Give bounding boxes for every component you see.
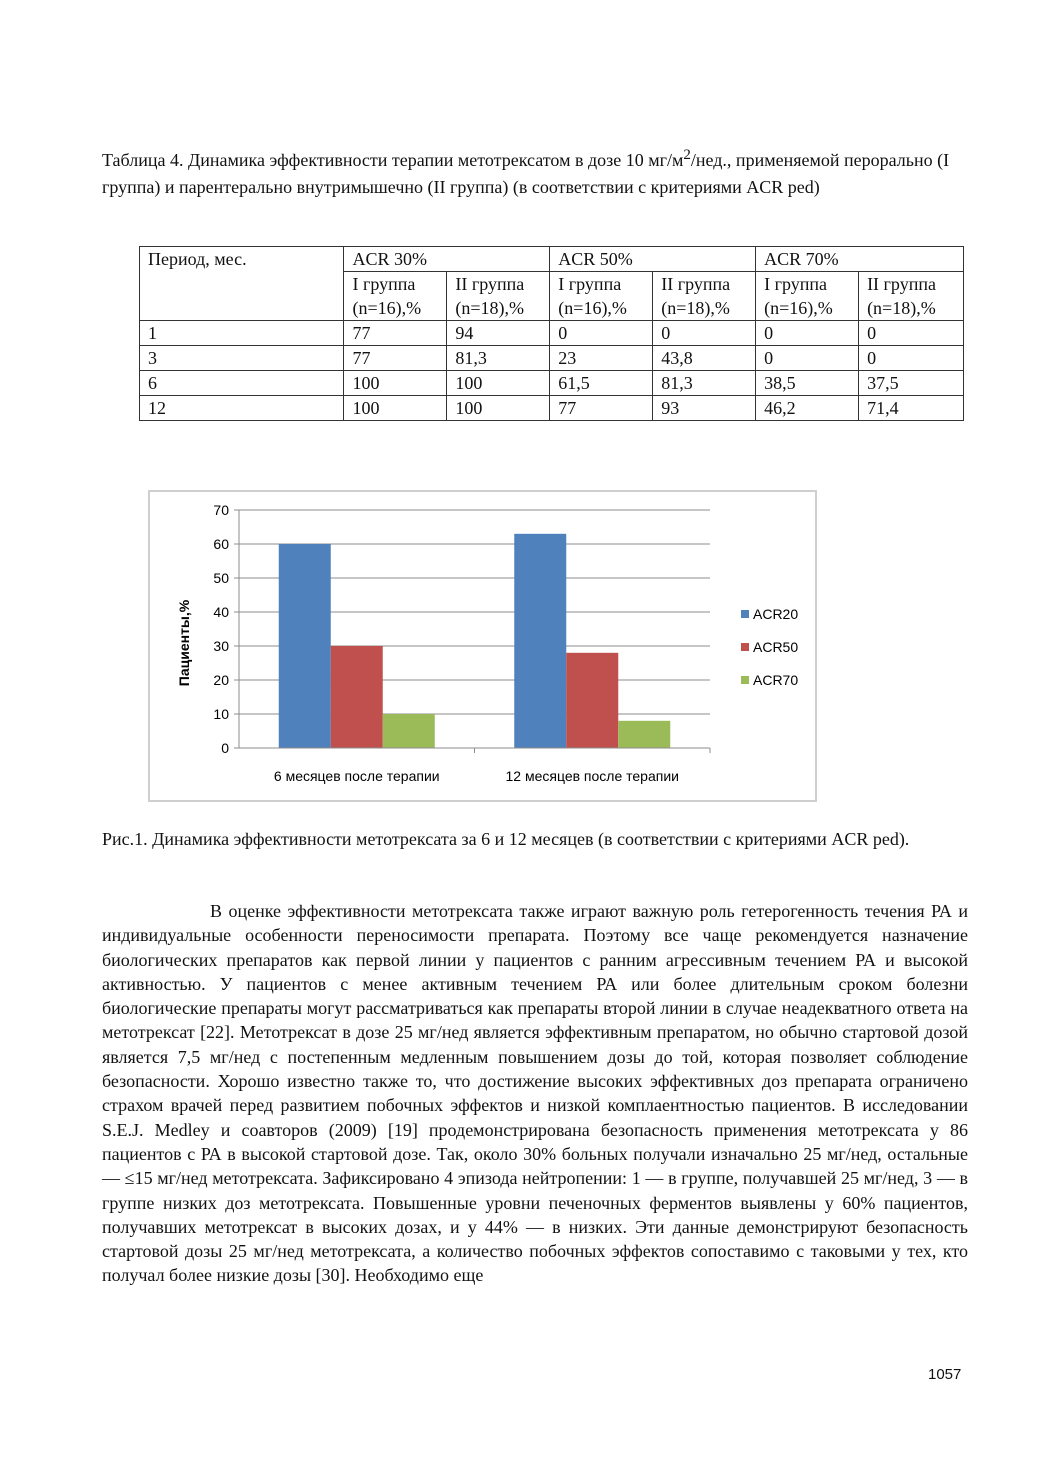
subheader-cell: II группа (n=18),% [859, 272, 964, 321]
table-cell: 93 [653, 396, 756, 421]
x-category-label: 12 месяцев после терапии [505, 768, 679, 784]
table-row [140, 346, 964, 371]
table-cell: 77 [344, 346, 447, 371]
y-tick-label: 70 [213, 502, 229, 518]
table-caption [102, 142, 972, 201]
subheader-cell: I группа (n=16),% [344, 272, 447, 321]
table-caption-text: Таблица 4. Динамика эффективности терапии метотрексатом в дозе 10 мг/м [102, 150, 684, 170]
table-cell: 100 [447, 371, 550, 396]
table-cell: 81,3 [447, 346, 550, 371]
bar-acr50 [331, 646, 383, 748]
y-tick-label: 40 [213, 604, 229, 620]
table-cell: 0 [653, 321, 756, 346]
bar-acr20 [514, 534, 566, 748]
legend-swatch [741, 643, 749, 651]
legend-label: ACR20 [753, 606, 799, 622]
table-caption-superscript: 2 [683, 147, 691, 163]
table-cell: 0 [756, 321, 859, 346]
bar-chart-svg [150, 492, 815, 800]
y-tick-label: 20 [213, 672, 229, 688]
table-cell: 100 [344, 396, 447, 421]
table-cell: 46,2 [756, 396, 859, 421]
period-header: Период, мес. [140, 247, 344, 321]
body-paragraph-text: В оценке эффективности метотрексата также играют важную роль гетерогенность течения РА и индивидуальные особенности переносимости препарата. Поэтому все чаще рекомендуется назначение биологических препаратов как первой линии у пациентов с ранним агрессивным течением РА и высокой активностью. У пациентов с менее активным течением РА или более длительным сроком болезни биологические препараты могут рассматриваться как препараты второй линии в случае неадекватного ответа на метотрексат [22]. Метотрексат в дозе 25 мг/нед является эффективным препаратом, но обычно стартовой дозой является 7,5 мг/нед с постепенным медленным повышением дозы до той, которая позволяет соблюдение безопасности. Хорошо известно также то, что достижение высоких эффективных доз препарата ограничено страхом врачей перед развитием побочных эффектов и низкой комплаентностью пациентов. В исследовании S.E.J. Medley и соавторов (2009) [19] продемонстрирована безопасность применения метотрексата у 86 пациентов с РА в высокой стартовой дозе. Так, около 30% больных получали изначально 25 мг/нед, остальные — ≤15 мг/нед метотрексата. Зафиксировано 4 эпизода нейтропении: 1 — в группе, получавшей 25 мг/нед, 3 — в группе низких доз метотрексата. Повышенные уровни печеночных ферментов выявлены у 60% пациентов, получавших метотрексат в высоких дозах, и у 44% — в низких. Эти данные демонстрируют безопасность стартовой дозы 25 мг/нед метотрексата, а количество побочных эффектов сопоставимо с таковыми у тех, кто получал более низкие дозы [30]. Необходимо еще [102, 901, 968, 1286]
table-cell: 6 [140, 371, 344, 396]
table-cell: 0 [550, 321, 653, 346]
table-cell: 43,8 [653, 346, 756, 371]
table-row [140, 396, 964, 421]
table-cell: 77 [550, 396, 653, 421]
chart-bars [279, 534, 671, 748]
table-header-row [140, 247, 964, 272]
table-cell: 23 [550, 346, 653, 371]
table-cell: 100 [344, 371, 447, 396]
table-cell: 100 [447, 396, 550, 421]
page-number: 1057 [928, 1366, 962, 1383]
table-cell: 38,5 [756, 371, 859, 396]
y-tick-label: 10 [213, 706, 229, 722]
bar-acr70 [618, 721, 670, 748]
table-caption-text-end: /нед., применяемой перорально (I группа) и парентерально внутримышечно (II группа) (в соответствии с критериями ACR ped) [102, 150, 950, 197]
table-cell: 77 [344, 321, 447, 346]
table-cell: 3 [140, 346, 344, 371]
legend-swatch [741, 610, 749, 618]
bar-acr70 [383, 714, 435, 748]
legend-label: ACR50 [753, 639, 799, 655]
figure-caption: Рис.1. Динамика эффективности метотрексата за 6 и 12 месяцев (в соответствии с критериями ACR ped). [102, 829, 910, 849]
table-cell: 0 [859, 321, 964, 346]
table-row [140, 321, 964, 346]
efficacy-table [139, 246, 964, 421]
legend-label: ACR70 [753, 672, 799, 688]
subheader-cell: II группа (n=18),% [653, 272, 756, 321]
table-cell: 81,3 [653, 371, 756, 396]
table-cell: 94 [447, 321, 550, 346]
y-tick-label: 30 [213, 638, 229, 654]
chart-legend [741, 606, 798, 688]
table-cell: 0 [756, 346, 859, 371]
group-header-acr30: ACR 30% [344, 247, 550, 272]
subheader-cell: II группа (n=18),% [447, 272, 550, 321]
y-tick-label: 60 [213, 536, 229, 552]
bar-acr50 [566, 653, 618, 748]
table-row [140, 371, 964, 396]
table-cell: 71,4 [859, 396, 964, 421]
bar-acr20 [279, 544, 331, 748]
subheader-cell: I группа (n=16),% [756, 272, 859, 321]
table-cell: 1 [140, 321, 344, 346]
subheader-cell: I группа (n=16),% [550, 272, 653, 321]
table-cell: 37,5 [859, 371, 964, 396]
legend-swatch [741, 676, 749, 684]
bar-chart [148, 490, 817, 802]
group-header-acr50: ACR 50% [550, 247, 756, 272]
table-cell: 0 [859, 346, 964, 371]
y-axis-label: Пациенты,% [176, 599, 192, 687]
y-tick-label: 0 [221, 740, 229, 756]
y-tick-label: 50 [213, 570, 229, 586]
group-header-acr70: ACR 70% [756, 247, 964, 272]
body-paragraph [102, 899, 968, 1288]
table-cell: 12 [140, 396, 344, 421]
x-category-label: 6 месяцев после терапии [273, 768, 440, 784]
table-cell: 61,5 [550, 371, 653, 396]
